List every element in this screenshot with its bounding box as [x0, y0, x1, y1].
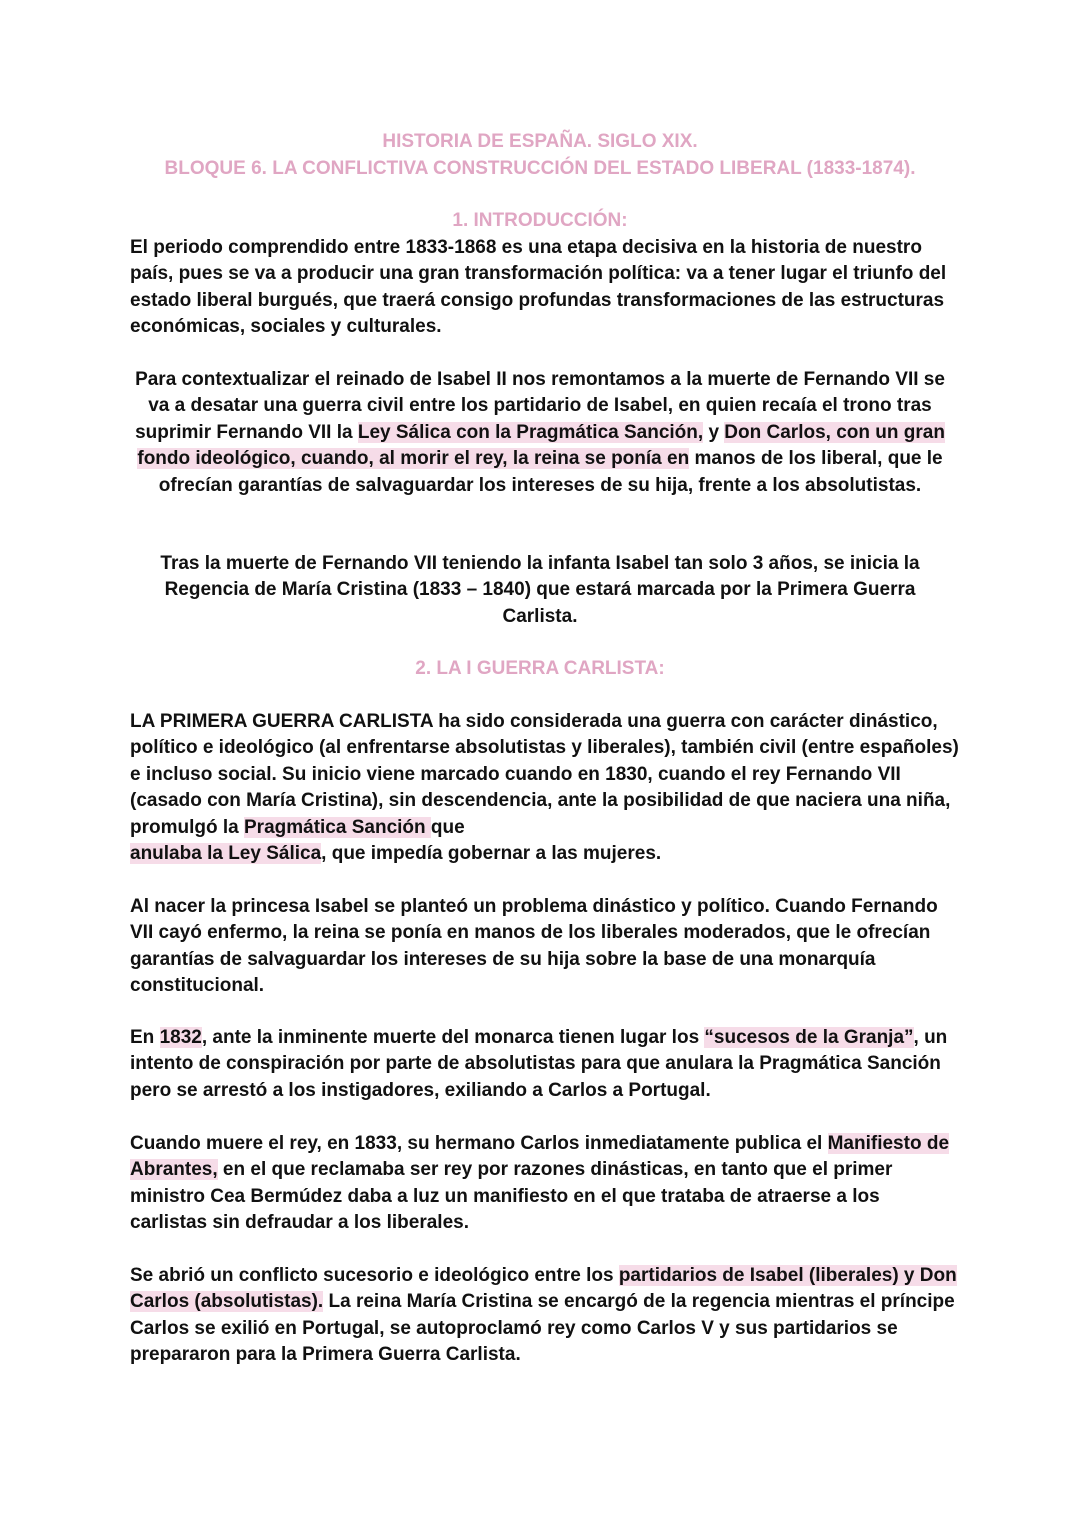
- paragraph-text: En: [130, 1027, 160, 1048]
- paragraph-text: La reina María Cristina se encargó de la regencia mientras el príncipe Carlos se exilió en Portugal, se autoproclamó rey como Carlos V y sus partidarios se prepararon para la Primera Guerra Carlista.: [130, 1291, 955, 1366]
- paragraph-text: Tras la muerte de Fernando VII teniendo la infanta Isabel tan solo 3 años, se inicia la Regencia de María Cristina (1833 – 1840) que estará marcada por la Primera Guerra Carlista.: [160, 553, 920, 627]
- paragraph-text: , ante la inminente muerte del monarca tienen lugar los: [201, 1027, 705, 1048]
- highlight-1832: 1832: [159, 1027, 202, 1048]
- paragraph-text: Al nacer la princesa Isabel se planteó un problema dinástico y político. Cuando Fernando VII cayó enfermo, la reina se ponía en manos de los liberales moderados, que le ofrecían garantías de salvaguardar los intereses de su hija sobre la base de una monarquía constitucional.: [130, 896, 938, 997]
- document-title: HISTORIA DE ESPAÑA. SIGLO XIX.: [382, 131, 698, 152]
- section-heading-guerra-carlista: 2. LA I GUERRA CARLISTA:: [415, 658, 665, 679]
- highlight-sucesos-granja: “sucesos de la Granja”: [704, 1027, 914, 1048]
- document-subtitle: BLOQUE 6. LA CONFLICTIVA CONSTRUCCIÓN DEL ESTADO LIBERAL (1833-1874).: [164, 158, 916, 179]
- highlight-anulaba-ley-salica: anulaba la Ley Sálica: [130, 843, 322, 865]
- paragraph-text: y: [703, 421, 725, 443]
- paragraph-intro-3: [130, 551, 950, 630]
- highlight-manifiesto-abrantes: Manifiesto de Abrantes,: [130, 1133, 950, 1181]
- paragraph-carlista-2: [130, 894, 960, 1000]
- paragraph-text: El periodo comprendido entre 1833-1868 es una etapa decisiva en la historia de nuestro país, pues se va a producir una gran transformación política: va a tener lugar el triunfo del estado liberal burgués, que traerá consigo profundas transformaciones de las estructuras económicas, sociales y culturales.: [130, 237, 947, 338]
- paragraph-carlista-1: [130, 709, 960, 867]
- paragraph-intro-1: [130, 235, 960, 341]
- highlight-don-carlos: Don Carlos, con un gran fondo ideológico, cuando, al morir el rey, la reina se ponía en: [137, 421, 945, 470]
- paragraph-carlista-4: [130, 1131, 960, 1237]
- paragraph-text: , que impedía gobernar a las mujeres.: [321, 843, 662, 865]
- paragraph-text: que: [430, 816, 465, 838]
- paragraph-text: LA PRIMERA GUERRA CARLISTA ha sido considerada una guerra con carácter dinástico, político e ideológico (al enfrentarse absolutistas y liberales), también civil (entre españoles) e incluso social. Su inicio viene marcado cuando en 1830, cuando el rey Fernando VII (casado con María Cristina), sin descendencia, ante la posibilidad de que naciera una niña, promulgó la: [130, 711, 959, 838]
- highlight-pragmatica-sancion: Pragmática Sanción: [244, 816, 431, 838]
- paragraph-text: Se abrió un conflicto sucesorio e ideológico entre los: [130, 1265, 619, 1286]
- highlight-partidarios: partidarios de Isabel (liberales) y Don Carlos (absolutistas).: [130, 1265, 957, 1313]
- paragraph-text: Para contextualizar el reinado de Isabel II nos remontamos a la muerte de Fernando VII se va a desatar una guerra civil entre los partidario de Isabel, en quien recaía el trono tras suprimir Fernando VII la: [135, 369, 945, 443]
- paragraph-intro-2: [130, 367, 950, 499]
- paragraph-carlista-3: [130, 1025, 960, 1104]
- highlight-ley-salica: Ley Sálica con la Pragmática Sanción,: [357, 421, 704, 443]
- paragraph-carlista-5: [130, 1263, 960, 1369]
- paragraph-text: en el que reclamaba ser rey por razones dinásticas, en tanto que el primer ministro Cea Bermúdez daba a luz un manifiesto en el que trataba de atraerse a los carlistas sin defraudar a los liberales.: [130, 1159, 893, 1234]
- paragraph-text: , un intento de conspiración por parte de absolutistas para que anulara la Pragmática Sanción pero se arrestó a los instigadores, exiliando a Carlos a Portugal.: [130, 1027, 948, 1101]
- paragraph-text: Cuando muere el rey, en 1833, su hermano Carlos inmediatamente publica el: [130, 1133, 828, 1154]
- section-heading-introduccion: 1. INTRODUCCIÓN:: [452, 210, 628, 231]
- paragraph-text: manos de los liberal, que le ofrecían garantías de salvaguardar los intereses de su hija, frente a los absolutistas.: [158, 448, 943, 496]
